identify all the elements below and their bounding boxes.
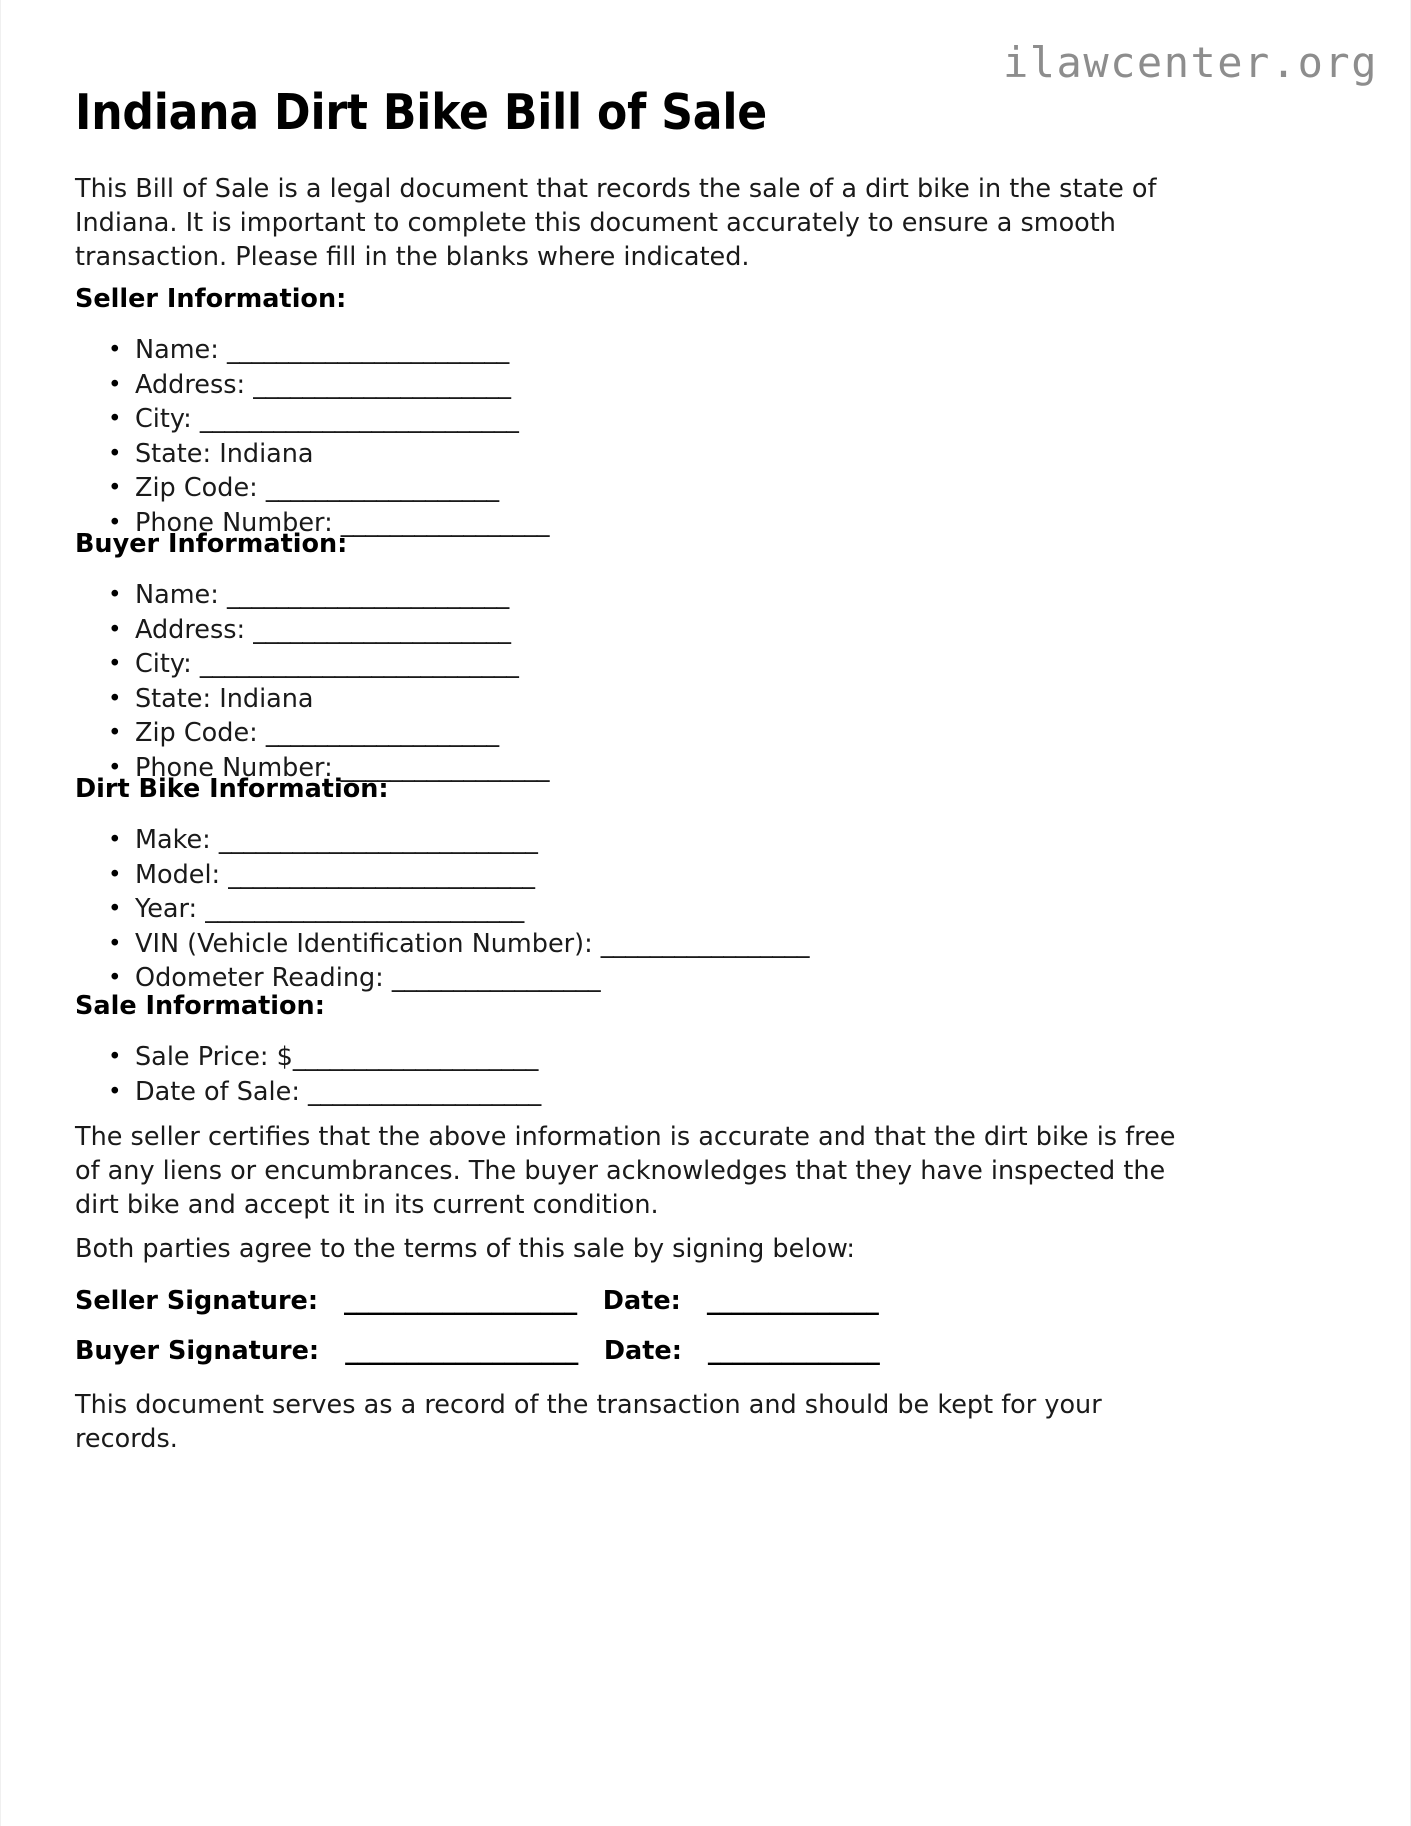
- field-label: Address:: [135, 614, 254, 645]
- bike-section: [75, 773, 1195, 805]
- seller-signature-label: Seller Signature:: [75, 1286, 319, 1316]
- agreement-block: [75, 1232, 1195, 1266]
- field-label: Sale Price: $: [135, 1042, 293, 1072]
- field-label: Odometer Reading:: [135, 963, 392, 993]
- field-blank[interactable]: ____________________: [292, 1042, 538, 1072]
- field-label: Name:: [135, 580, 227, 610]
- list-item: [135, 823, 1195, 858]
- sale-field-list-wrap: [75, 1040, 1195, 1109]
- field-blank[interactable]: _______________________: [226, 335, 509, 365]
- sale-field-list: [75, 1040, 1195, 1109]
- field-blank[interactable]: __________________________: [205, 894, 524, 924]
- field-label: Zip Code:: [135, 718, 266, 748]
- list-item: [135, 682, 1195, 717]
- list-item: [135, 402, 1195, 437]
- bike-heading: Dirt Bike Information:: [75, 774, 389, 804]
- list-item: [135, 858, 1195, 893]
- footer-paragraph: This document serves as a record of the transaction and should be kept for your records.: [75, 1390, 1102, 1454]
- buyer-date-blank[interactable]: ______________: [707, 1336, 880, 1366]
- list-item: [135, 333, 1195, 368]
- field-label: Model:: [135, 859, 229, 890]
- agreement-paragraph: Both parties agree to the terms of this sale by signing below:: [75, 1234, 856, 1264]
- seller-section: [75, 283, 1195, 315]
- buyer-date-label: Date:: [603, 1336, 682, 1366]
- field-label: State: Indiana: [135, 438, 314, 469]
- buyer-signature-line: [75, 1336, 879, 1366]
- field-blank[interactable]: _____________________: [253, 614, 511, 645]
- field-blank[interactable]: _________________: [340, 507, 550, 538]
- bike-field-list-wrap: [75, 823, 1195, 996]
- buyer-section: [75, 528, 1195, 560]
- field-blank[interactable]: _________________: [600, 928, 810, 959]
- field-label: Phone Number:: [135, 752, 341, 783]
- field-label: Name:: [135, 335, 227, 365]
- seller-date-blank[interactable]: ______________: [706, 1286, 879, 1316]
- field-label: City:: [135, 404, 200, 434]
- field-blank[interactable]: __________________________: [199, 649, 519, 679]
- seller-field-list-wrap: [75, 333, 1195, 540]
- field-label: Zip Code:: [135, 473, 266, 503]
- field-blank[interactable]: __________________________: [199, 404, 519, 434]
- field-blank[interactable]: _________________: [391, 963, 601, 993]
- buyer-field-list: [75, 578, 1195, 785]
- list-item: [135, 1040, 1195, 1075]
- list-item: [135, 471, 1195, 506]
- field-blank[interactable]: ___________________: [265, 473, 499, 503]
- buyer-field-list-wrap: [75, 578, 1195, 785]
- certification-block: [75, 1120, 1195, 1222]
- field-blank[interactable]: ___________________: [308, 1076, 541, 1107]
- field-label: Year:: [135, 894, 206, 924]
- list-item: [135, 437, 1195, 472]
- page-title: Indiana Dirt Bike Bill of Sale: [75, 84, 767, 141]
- field-label: Date of Sale:: [135, 1076, 309, 1107]
- certification-paragraph: The seller certifies that the above information is accurate and that the dirt bike is free of any liens or encumbrances. The buyer acknowledges that they have inspected the dirt bike and accept it in its current condition.: [75, 1122, 1176, 1220]
- list-item: [135, 1075, 1195, 1110]
- bike-field-list: [75, 823, 1195, 996]
- buyer-heading: Buyer Information:: [75, 529, 348, 559]
- field-blank[interactable]: _______________________: [226, 580, 509, 610]
- list-item: [135, 613, 1195, 648]
- buyer-signature-label: Buyer Signature:: [75, 1336, 320, 1366]
- sale-section: [75, 990, 1195, 1022]
- field-blank[interactable]: _________________________: [228, 859, 535, 890]
- list-item: [135, 368, 1195, 403]
- field-label: VIN (Vehicle Identification Number):: [135, 928, 601, 959]
- seller-signature-line: [75, 1286, 878, 1316]
- field-blank[interactable]: ___________________: [265, 718, 499, 748]
- seller-field-list: [75, 333, 1195, 540]
- intro-paragraph-block: [75, 172, 1195, 274]
- field-label: Phone Number:: [135, 507, 341, 538]
- list-item: [135, 927, 1195, 962]
- field-blank[interactable]: _________________: [340, 752, 550, 783]
- field-blank[interactable]: __________________________: [218, 825, 538, 855]
- seller-date-label: Date:: [602, 1286, 681, 1316]
- seller-signature-blank[interactable]: ___________________: [344, 1286, 577, 1316]
- sale-heading: Sale Information:: [75, 991, 325, 1021]
- seller-heading: Seller Information:: [75, 284, 347, 314]
- buyer-signature-blank[interactable]: ___________________: [345, 1336, 578, 1366]
- field-blank[interactable]: _____________________: [253, 369, 511, 400]
- list-item: [135, 578, 1195, 613]
- list-item: [135, 892, 1195, 927]
- field-label: City:: [135, 649, 200, 679]
- list-item: [135, 647, 1195, 682]
- site-watermark: ilawcenter.org: [1002, 38, 1378, 87]
- field-label: State: Indiana: [135, 683, 314, 714]
- field-label: Address:: [135, 369, 254, 400]
- footer-block: [75, 1388, 1195, 1456]
- field-label: Make:: [135, 825, 219, 855]
- list-item: [135, 716, 1195, 751]
- intro-paragraph: This Bill of Sale is a legal document that records the sale of a dirt bike in the state of Indiana. It is important to complete this document accurately to ensure a smooth transaction. Please fill in the blanks where indicated.: [75, 174, 1157, 272]
